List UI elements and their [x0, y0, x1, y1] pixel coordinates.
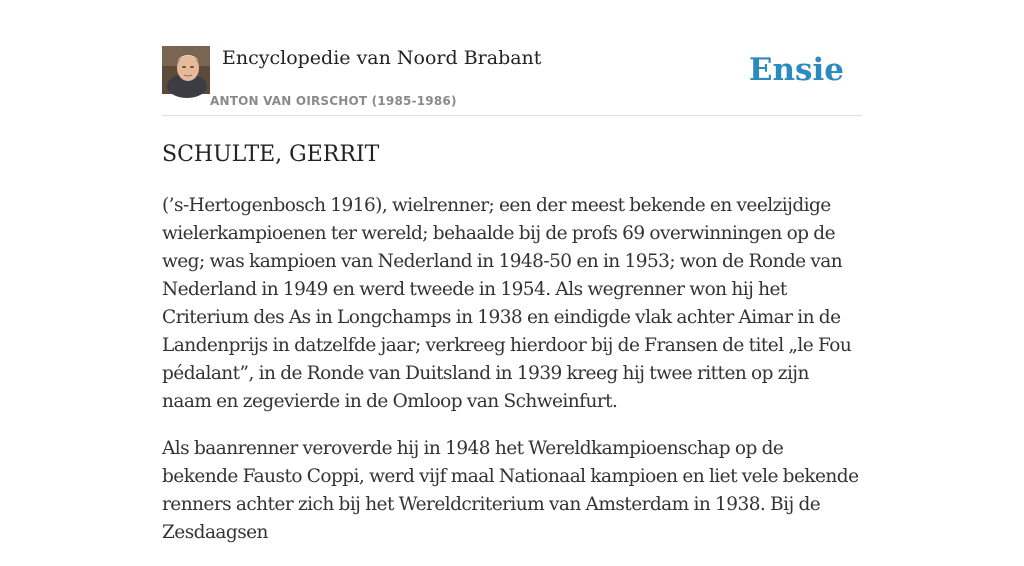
article-body: [162, 192, 862, 566]
site-title[interactable]: Encyclopedie van Noord Brabant: [222, 47, 542, 69]
author-portrait-icon: [162, 46, 210, 94]
author-byline[interactable]: ANTON VAN OIRSCHOT (1985-1986): [210, 94, 457, 108]
header-divider: [162, 115, 862, 116]
author-avatar[interactable]: [162, 46, 210, 94]
article-header: [162, 46, 862, 116]
ensie-logo[interactable]: Ensie: [748, 52, 844, 88]
article-paragraph: (’s-Hertogenbosch 1916), wielrenner; een der meest bekende en veelzijdige wielerkampioenen ter wereld; behaalde bij de profs 69 overwinningen op de weg; was kampioen van Nederland in 1948-50 en in 1953; won de Ronde van Nederland in 1949 en werd tweede in 1954. Als wegrenner won hij het Criterium des As in Longchamps in 1938 en eindigde vlak achter Aimar in de Landenprijs in datzelfde jaar; verkreeg hierdoor bij de Fransen de titel „le Fou pédalant”, in de Ronde van Duitsland in 1939 kreeg hij twee ritten op zijn naam en zegevierde in de Omloop van Schweinfurt.: [162, 195, 852, 412]
article-paragraph: Als baanrenner veroverde hij in 1948 het Wereldkampioenschap op de bekende Fausto Coppi, werd vijf maal Nationaal kampioen en liet vele bekende renners achter zich bij het Wereldcriterium van Amsterdam in 1938. Bij de Zesdaagsen: [162, 438, 859, 543]
article-title: SCHULTE, GERRIT: [162, 142, 380, 167]
